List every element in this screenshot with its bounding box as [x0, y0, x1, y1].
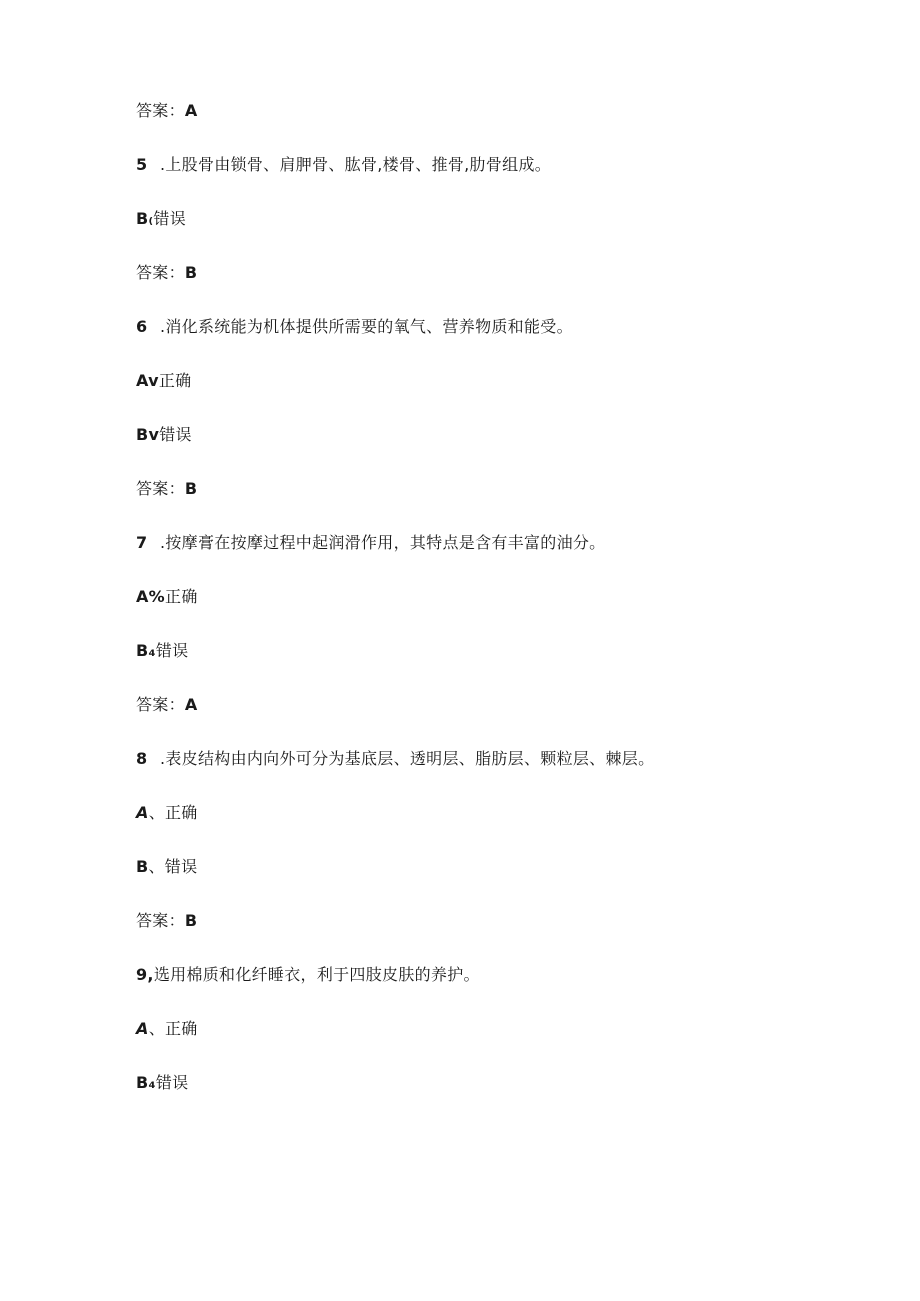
option-text: 、正确 — [148, 1019, 198, 1038]
question-line — [136, 532, 606, 554]
question-line — [136, 748, 654, 770]
option-line — [136, 856, 197, 878]
option-label: A — [136, 1019, 149, 1038]
option-text: 错误 — [155, 1073, 189, 1092]
question-line — [136, 316, 573, 338]
answer-value: B — [184, 263, 198, 282]
question-line — [136, 154, 551, 176]
answer-value: A — [184, 101, 198, 120]
option-label: B₍ — [136, 209, 154, 228]
answer-prefix: 答案： — [136, 101, 185, 120]
option-text: 错误 — [153, 209, 187, 228]
option-line — [136, 424, 192, 446]
option-label: A — [136, 803, 149, 822]
question-text: .上股骨由锁骨、肩胛骨、肱骨,楼骨、推骨,肋骨组成。 — [160, 155, 552, 174]
answer-line — [136, 910, 197, 932]
option-label: B — [136, 857, 149, 876]
option-text: 、正确 — [148, 803, 198, 822]
option-text: 正确 — [158, 371, 192, 390]
question-number: 7 — [136, 533, 148, 552]
option-text: 、错误 — [148, 857, 198, 876]
option-label: Bv — [136, 425, 160, 444]
answer-prefix: 答案： — [136, 479, 185, 498]
answer-prefix: 答案： — [136, 263, 185, 282]
question-text: .表皮结构由内向外可分为基底层、透明层、脂肪层、颗粒层、棘层。 — [160, 749, 655, 768]
option-label: A% — [136, 587, 166, 606]
option-line — [136, 208, 186, 230]
option-text: 错误 — [159, 425, 192, 444]
option-label: Av — [136, 371, 159, 390]
answer-prefix: 答案： — [136, 911, 185, 930]
question-line — [136, 964, 480, 986]
option-line — [136, 640, 188, 662]
question-text: .消化系统能为机体提供所需要的氧气、营养物质和能受。 — [160, 317, 573, 336]
answer-line — [136, 100, 198, 122]
option-text: 正确 — [165, 587, 198, 606]
answer-line — [136, 262, 197, 284]
option-line — [136, 1072, 188, 1094]
answer-prefix: 答案： — [136, 695, 185, 714]
option-line — [136, 370, 191, 392]
answer-line — [136, 694, 198, 716]
answer-line — [136, 478, 197, 500]
option-text: 错误 — [155, 641, 189, 660]
answer-value: B — [184, 479, 198, 498]
option-label: B₄ — [136, 1073, 156, 1092]
option-line — [136, 802, 198, 824]
question-number: 8 — [136, 749, 148, 768]
option-label: B₄ — [136, 641, 156, 660]
option-line — [136, 586, 198, 608]
question-text: .按摩膏在按摩过程中起润滑作用，其特点是含有丰富的油分。 — [160, 533, 606, 552]
option-line — [136, 1018, 198, 1040]
question-number: 6 — [136, 317, 148, 336]
question-number: 9, — [136, 965, 154, 984]
answer-value: B — [184, 911, 198, 930]
question-number: 5 — [136, 155, 148, 174]
question-text: 选用棉质和化纤睡衣，利于四肢皮肤的养护。 — [153, 965, 480, 984]
answer-value: A — [184, 695, 198, 714]
